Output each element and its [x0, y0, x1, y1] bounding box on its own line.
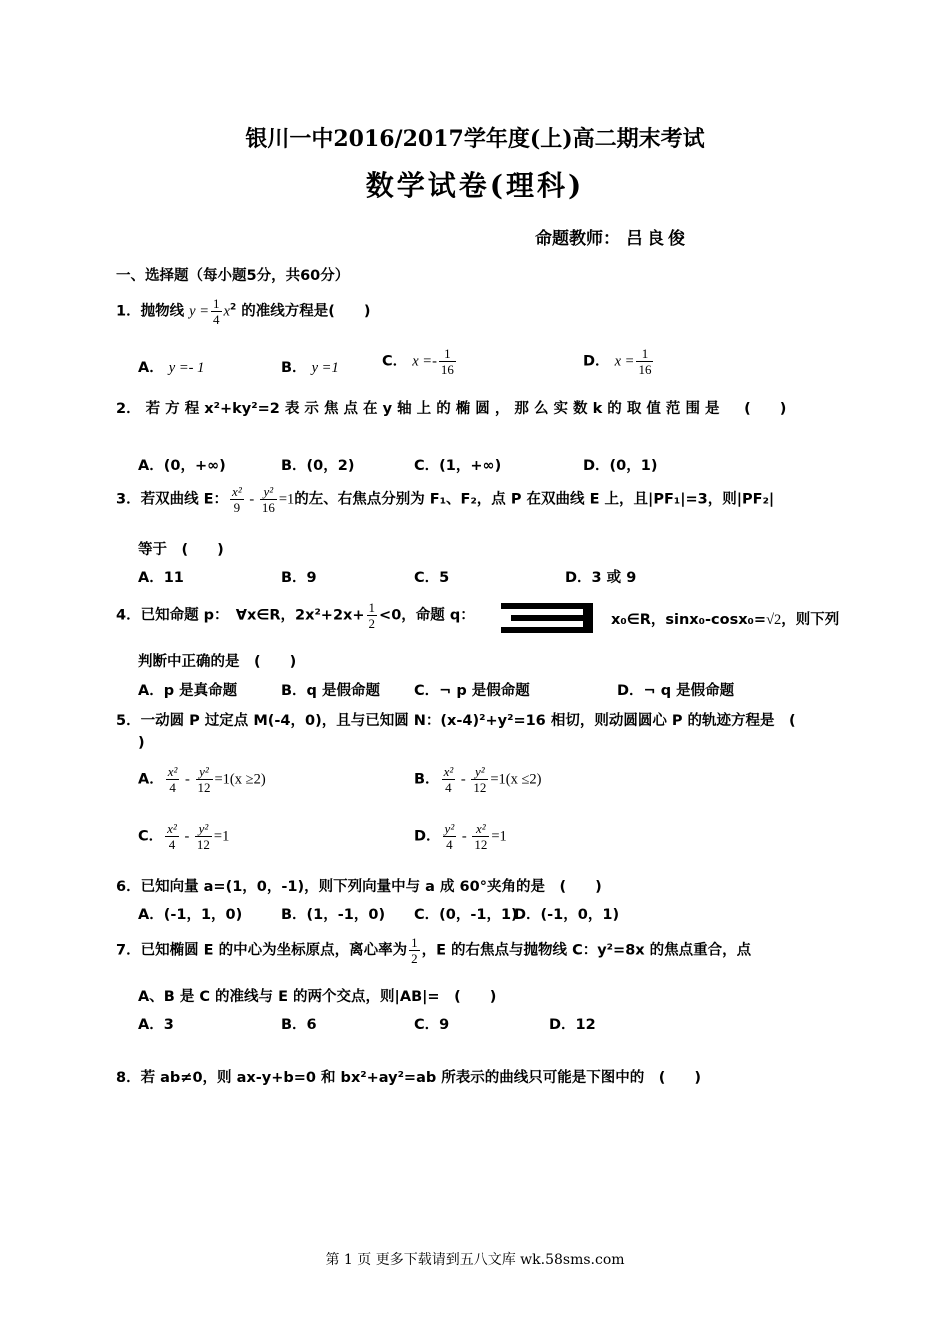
q7-option-b: B．6 — [281, 1017, 317, 1033]
teacher-line — [535, 224, 689, 249]
q1-option-c: C． x =- $\frac{1}{16}$ — [382, 346, 454, 377]
q4-half-fraction: $\frac{1}{2}$ — [368, 600, 376, 631]
q3-x-fraction: $\frac{\text{x²}}{9}$ — [232, 484, 242, 515]
q2-option-a: A．(0，+∞) — [138, 458, 226, 474]
question-5: 5．一动圆 P 过定点 M(-4，0)，且与已知圆 N：(x-4)²+y²=16 相切，则动圆圆心 P 的轨迹方程是 ( — [116, 713, 796, 729]
q5-option-c: C． $\frac{\text{x²}}{4}$ - $\frac{\text{y²}}{12}$ =1 — [138, 821, 230, 852]
question-4 — [116, 600, 475, 631]
q3-rhs: =1 — [278, 491, 295, 508]
q1-option-b: B． y =1 — [281, 360, 339, 376]
q1-option-a: A． y =- 1 — [138, 360, 205, 376]
q6-option-a: A．(-1，1，0) — [138, 907, 243, 923]
q6-option-b: B．(1，-1，0) — [281, 907, 386, 923]
q4-mid: <0，命题 q： — [379, 607, 475, 624]
q3-suffix: 的左、右焦点分别为 F₁、F₂，点 P 在双曲线 E 上，且|PF₁|=3，则|PF₂| — [294, 491, 775, 508]
exists-symbol-icon — [497, 601, 597, 635]
q2-option-c: C．(1，+∞) — [414, 458, 502, 474]
teacher-name: 吕良俊 — [626, 229, 689, 249]
q4-option-c: C．¬ p 是假命题 — [414, 683, 530, 699]
q7-option-d: D．12 — [549, 1017, 596, 1033]
sqrt-two: √2 — [766, 612, 782, 628]
q3-option-b: B．9 — [281, 570, 317, 586]
question-1: 1．抛物线 y = $\frac{1}{4}$ $x^2$ 的准线方程是( ) — [116, 296, 371, 327]
q1-eq-fraction: $\frac{1}{4}$ — [213, 296, 220, 327]
q4-q-condition: x₀∈R，sinx₀-cosx₀=√2，则下列 — [611, 612, 840, 628]
paper-title: 数学试卷(理科) — [365, 169, 585, 202]
q3-option-a: A．11 — [138, 570, 184, 586]
q4-prefix: 4．已知命题 p： ∀x∈R，2x²+2x+ — [116, 607, 365, 624]
q7-option-a: A．3 — [138, 1017, 174, 1033]
section-heading: 一、选择题（每小题5分，共60分） — [116, 268, 350, 284]
q4-option-d: D．¬ q 是假命题 — [617, 683, 735, 699]
q1-suffix: 的准线方程是( ) — [241, 303, 371, 320]
q5-option-d: D． $\frac{\text{y²}}{4}$ - $\frac{\text{x²}}{12}$ =1 — [414, 821, 507, 852]
q5-option-b: B． $\frac{\text{x²}}{4}$ - $\frac{\text{y²}}{12}$ =1(x ≤2) — [414, 764, 542, 795]
q2-option-b: B．(0，2) — [281, 458, 355, 474]
question-7: 7．已知椭圆 E 的中心为坐标原点，离心率为 $\frac{1}{2}$ ，E 的右焦点与抛物线 C：y²=8x 的焦点重合，点 — [116, 935, 752, 966]
q1-eq-lhs: y = — [189, 303, 210, 320]
question-3: 3．若双曲线 E： $\frac{\text{x²}}{9}$ - $\frac{\text{y²}}{16}$ =1的左、右焦点分别为 F₁、F₂，点 P 在双曲线 E 上，且|PF₁|=3，则|PF₂| — [116, 484, 775, 515]
q7-line2: A、B 是 C 的准线与 E 的两个交点，则|AB|= ( ) — [138, 989, 497, 1005]
q3-option-d: D．3 或 9 — [565, 570, 637, 586]
q7-eccentricity-fraction: $\frac{1}{2}$ — [411, 935, 418, 966]
q1-prefix: 1．抛物线 — [116, 303, 185, 320]
q3-line2: 等于 ( ) — [138, 542, 224, 558]
q7-option-c: C．9 — [414, 1017, 450, 1033]
question-2: 2． 若 方 程 x²+ky²=2 表 示 焦 点 在 y 轴 上 的 椭 圆 ， 那 么 实 数 k 的 取 值 范 围 是 ( ) — [116, 401, 787, 417]
q4-option-a: A．p 是真命题 — [138, 683, 238, 699]
school-title: 银川一中2016/2017学年度(上)高二期末考试 — [245, 126, 705, 152]
q2-option-d: D．(0，1) — [583, 458, 658, 474]
q3-prefix: 3．若双曲线 E： — [116, 491, 229, 508]
q4-line2: 判断中正确的是 ( ) — [138, 654, 297, 670]
q6-option-d: D．(-1，0，1) — [514, 907, 620, 923]
q4-option-b: B．q 是假命题 — [281, 683, 380, 699]
q5-option-a: A． $\frac{\text{x²}}{4}$ - $\frac{\text{y²}}{12}$ =1(x ≥2) — [138, 764, 266, 795]
page-footer: 第 1 页 更多下载请到五八文库 wk.58sms.com — [325, 1252, 625, 1268]
q1-eq-rhs: x — [223, 303, 230, 320]
question-6: 6．已知向量 a=(1，0，-1)，则下列向量中与 a 成 60°夹角的是 ( ) — [116, 879, 602, 895]
q5-close-paren: ) — [138, 735, 145, 751]
q3-option-c: C．5 — [414, 570, 450, 586]
q3-y-fraction: $\frac{\text{y²}}{16}$ — [261, 484, 275, 515]
teacher-label: 命题教师： — [535, 229, 620, 249]
question-8: 8．若 ab≠0，则 ax-y+b=0 和 bx²+ay²=ab 所表示的曲线只可能是下图中的 ( ) — [116, 1070, 702, 1086]
q6-option-c: C．(0，-1，1) — [414, 907, 518, 923]
q1-option-d: D． x = $\frac{1}{16}$ — [583, 346, 652, 377]
